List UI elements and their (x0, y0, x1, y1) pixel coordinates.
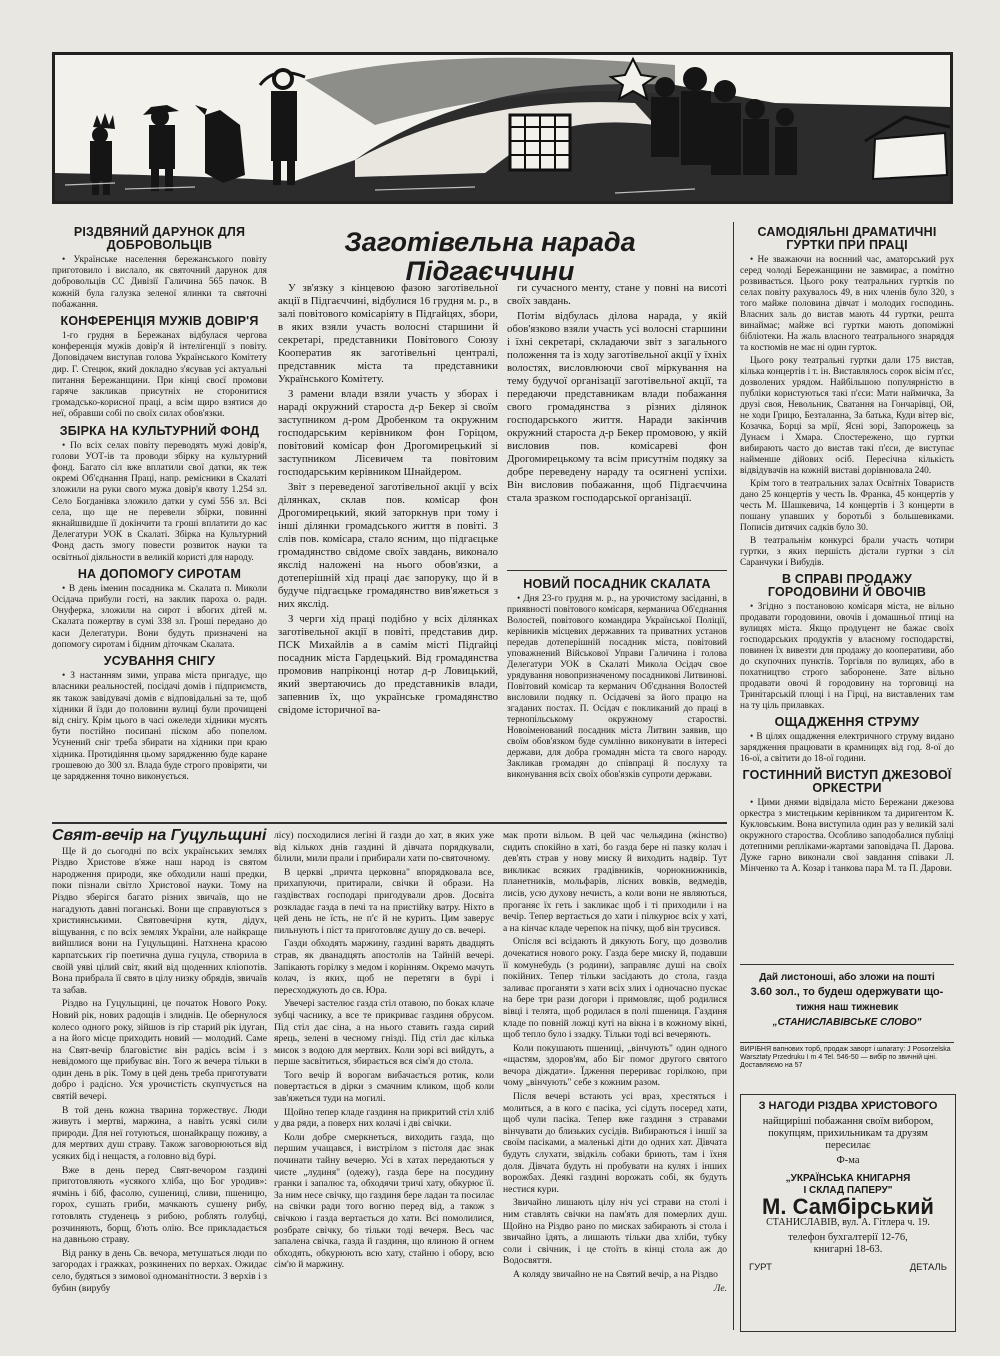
promo-line: Дай листоноші, або зложи на пошті (759, 972, 935, 983)
column-divider (733, 222, 734, 1330)
headline-vegetables-sale: В СПРАВІ ПРОДАЖУ ГОРОДОВИНИ Й ОВОЧІВ (767, 572, 927, 599)
headline-jazz-orchestra: ГОСТИННИЙ ВИСТУП ДЖЕЗОВОЇ ОРКЕСТРИ (742, 768, 952, 795)
paragraph: Газди обходять маржину, газдині варять двадцять страв, як дванадцять апостолів на Тайній вечері. Запікають горілку з медом і корінням. Окремо мачуть колач, із яких, щоб не перетяги в бурі і пересходжують до св. Юра. (274, 938, 494, 996)
author-signature: Ле. (713, 1282, 727, 1294)
ad-store-name: „УКРАЇНСЬКА КНИГАРНЯ (785, 1173, 911, 1184)
headline-snow-removal: УСУВАННЯ СНІГУ (103, 654, 216, 669)
ad-firm-label: Ф-ма (836, 1155, 860, 1166)
headline-christmas-gift: РІЗДВЯНИЙ ДАРУНОК ДЛЯ ДОБРОВОЛЬЦІВ (73, 225, 246, 252)
paragraph: лісу) посходилися легіні й газди до хат, в яких уже від кількох днів газдині й дівчата порядкували, білили, мили прали і прибирали хати по-святочному. (274, 830, 494, 865)
christmas-banner-illustration (52, 52, 953, 204)
paragraph: Опісля всі всідають й дякують Богу, що дозволив дочекатися нового року. Газда бере миску й, подавши її комунебудь (з родини), заправляє душі на своїх покійних. Тепер тільки засідають до стола, газда заливає проганяти з хати всіх злих і одночасно пускає на бере три рази догори і примовляє, щоб родилися вівці і телята, щоб родилася в полі пшениця. Газдиня кладе по повній ложці куті на вікна і в кожному вікні, щоб тепло було і ззадку. Тільки тоді всі вечеряють. (503, 936, 727, 1041)
headline-conference: КОНФЕРЕНЦІЯ МУЖІВ ДОВІР'Я (60, 314, 259, 329)
hutsul-article-title: Свят-вечір на Гуцульщині (52, 827, 267, 844)
classified-ad: ВИРІБНЯ вапнових торб, продаж заворт і шпагату: J Posorzelska Warsztaty Przedruku I m 4 Tel. 546-50 — вибір по звичній ціні. Доставляємо на 57 (740, 1046, 951, 1069)
ad-retail-label: ДЕТАЛЬ (909, 1262, 947, 1273)
headline-culture-fund: ЗБІРКА НА КУЛЬТУРНИЙ ФОНД (59, 423, 260, 438)
hutsul-article-column-3 (503, 830, 727, 1294)
paragraph: Увечері застелює газда стіл отавою, по боках клаче зубці часнику, а все те прикриває газдиня обрусом. Під стіл дає сіна, а на нього ставить газда сирий ярець, зелені в чесному гнізді. Під стіл дає кілька мисок з водою для мертвих. Коли зорі всі вийдуть, а перше засвітиться, збирається вся сім'я до стола. (274, 998, 494, 1068)
column-right-news (740, 222, 954, 877)
ad-heading: З НАГОДИ РІЗДВА ХРИСТОВОГО (758, 1100, 938, 1112)
ad-store-name-2: І СКЛАД ПАПЕРУ" (803, 1185, 893, 1196)
subscription-promo (740, 970, 954, 1030)
ad-greeting: найщиріші побажання своїм вибором, покупцям, прихильникам та друзям пересилає (762, 1116, 934, 1151)
paragraph: • В цілях ощадження електричного струму видано зарядження працювати в крамницях від год. 8-ої до 16-ої, а світити до 18-ої години. (740, 732, 954, 764)
paragraph: У зв'язку з кінцевою фазою заготівельної акції в Підгаєччині, відбулися 16 грудня м. р., в залі повітового комісаріяту в Підгайцях, збори, в яких взяли участь волосні старшини й секретарі, представники Повітового Союзу Кооператив як заготівельні централі, представник міста та представники Українського Комітету. (278, 282, 498, 385)
main-article-column-2 (507, 282, 727, 507)
headline-orphans: НА ДОПОМОГУ СИРОТАМ (77, 566, 242, 581)
paragraph: • Не зважаючи на воєнний час, аматорський рух серед чолоді Бережанщини не завмирає, а помітно розвивається. Цього року театральних гуртків по селах повіту рахувалось 49, в них членів було 320, з того майже половина дівчат і молодих господинь. Власних заль до вистав мають 44 гуртки, решта винаймає; майже всі гуртки мають допоміжні бібліотеки. На жаль власного театрального знаряддя та костюмів не має ні один гурток. (740, 255, 954, 353)
column-local-news (52, 222, 267, 785)
main-article-title: Заготівельна нарада Підгаєччини (344, 227, 636, 286)
paragraph: Коли покушають пшениці, „вінчують" один одного «щастям, здоров'ям, або Біг помог другого святого вечора діждати». Їдження перериває горілкою, при чому „вінчують" себе з кожним разом. (503, 1042, 727, 1089)
divider (507, 570, 727, 571)
paragraph: З рамени влади взяли участь у зборах і нараді окружний староста д-р Бекер зі своїм заступником д-ром Дробенком та окружним господарським керівником фон Горіцом, повітовий комісар фон Дрогомирецький зі заступником Лісевичем та повітовим господарським керівником Шнайдером. (278, 388, 498, 478)
paragraph: • Цими днями відвідала місто Бережани джезова оркестра з мистецьким керівником та диригентом К. Кукловським. Вона виступила один раз у великій залі окружного староства. Особливо заподобалися публіці дотепними репліками-жартами заповідача П. Дарова. Дуже гарно виконали свої завдання співаки Л. Мінченко та А. Козар і танкова пара М. та П. Дарови. (740, 798, 954, 874)
ad-phone-bookstore: книгарні 18-63. (813, 1244, 883, 1255)
promo-newspaper-name: „СТАНИСЛАВІВСЬКЕ СЛОВО" (772, 1017, 922, 1028)
paragraph: • Дня 23-го грудня м. р., на урочистому засіданні, в приявності повітового комісаря, керманича Об'єднання Волостей, повітового командира Української Поліції, керівників місцевих державних та приватних установ передав дотеперішній посадник міста, повітовий уповажнений Військової Управи Галичина і голова Делегатури УОК в Скалаті Микола Осідач свое урядування новопризначеному посадникові Литвинові. Повітовий комісар та керманич Об'єднання Волостей висловили подяку п. Осідачеві за його працю на згаданих постах. П. Осідач є покликаний до праці в тернопільському окружному старостві. Новоіменований посадник міста Литвин заявив, що своїм обов'язком буде сумлінно виконувати в інтересі держави, для добра громадян міста та свого народу. Закликав громадян до співпраці й послуху та виконування всіх своїх обов'язків супроти держави. (507, 594, 727, 780)
paragraph: А коляду звичайно не на Святий вечір, а на Різдво (513, 1268, 718, 1280)
main-article-column-1 (278, 282, 498, 719)
hutsul-article-column-2 (274, 830, 494, 1273)
divider (740, 1042, 954, 1043)
divider (740, 964, 954, 965)
paragraph: Крім того в театральних залах Освітніх Товариств дано 25 концертів у честь Ів. Франка, 45 концертів у честь М. Шашкевича, 14 концертів і 3 концерти в пошану упавших у боротьбі з большевиками. Пописів дитячих садків було 30. (740, 479, 954, 533)
ad-owner-name: М. Самбірський (762, 1194, 934, 1219)
paragraph: Того вечір й ворогам вибачається ротик, коли повертається в дірки з смачним кликом, щоб коли зав'яжеться туди на могилі. (274, 1069, 494, 1105)
ad-footer (741, 1262, 955, 1274)
paragraph: З черги хід праці подібно у всіх ділянках заготівельної акції в повіті, представив дир. ПСК Михайлів а в самім місті Підгайці посадник міста Гардецький. Від громадянства промовив напріконці нотар д-р Ловицький, який звертаючись до представників влади, запевнив їх, що українське громадянство свідоме історичної ва- (278, 613, 498, 716)
paragraph: Звіт з переведеної заготівельної акції у всіх ділянках, склав пов. комісар фон Дрогомирецький, який заторкнув при тому і інші ділянки громадського життя в повіті. З слів пов. комісара, стало ясним, що підгаєцьке громадянство свідоме своїх завдань, виконало якслід наложені на нього обов'язки, а дотеперішній хід праці дає запоруку, що й в будуче підгаєцьке громадянство вив'яжеться з них якслід. (278, 481, 498, 610)
headline-skalat-mayor: НОВИЙ ПОСАДНИК СКАЛАТА (523, 577, 711, 591)
article-skalat-mayor (507, 574, 727, 783)
paragraph: Цього року театральні гуртки дали 175 вистав, кілька концертів і т. ін. Виставлялось сорок вісім п'єс, дозволених урядом. Найбільшою популярністю в публіки користуються такі п'єси: Мати наймичка, За друзі своя, Невольник, Сватання на Гончарівці, Ой, не ходи Грицю, Безталанна, За батька, Куди вітер віє, Козачка, Борці за мрії, Ясні зорі, Запорожець за Дунаєм і Хмара. Спостережено, що гуртки вибирають часто до вистав такі п'єси, де виступає найменше дійових осіб. Пересічна кількість відвідувачів на кожній виставі дорівнювала 240. (740, 356, 954, 476)
paragraph: • З настанням зими, управа міста пригадує, що власники реальностей, посідачі домів і підприємств, як також завідувачі домів є відповідальні за те, щоб хідники й їзди до половини вулиці були прочищені від снігу. Крім цього в часі ожеледи хідники мусять бути постійно посипані піском або попелом. Усунений сніг треба збирати на хідники при краю хідника. Протидіяння цьому зарядженню буде каране грошевою до 300 зл. Влада буде строго провіряти, чи це зарядження точно виконується. (52, 671, 267, 782)
divider (52, 822, 727, 824)
paragraph: Коли добре смеркнеться, виходить газда, що першим учащався, і вистрілом з пістоля дає знак починати тайну вечерю. Усі в хатах передаються у чисте „лудиня" (одежу), газда бере на посудину гранки і запалює та, обходячи тричі хату, обкурює її. За ним несе свічку, що газдиня бере ладан та посилає на свічки ради того вогню перед від, а також з свічкою і газда вертається до хати. Всі помолилися, розбрате свічку, бо тільки тоді вечеря. Весь час запалена свічка, газда й газдиня, що ялиною й огнем обходять, обкурюють всю хату, стайню і обору, всю сім'ю й маржину. (274, 1131, 494, 1271)
paragraph: В церкві „причта церковна" впорядковала все, прихапуючи, притирали, свічки й образи. На газдівствах господарі пригодували дров. Досвіта розкладає газда в печі та на пристійку ватру. Ніхто в цей день не їсть, не п'є й не курить. Цим заверує пильнують і піст та приготовляє душу до св. вечері. (274, 866, 494, 936)
bookstore-advertisement (740, 1094, 956, 1332)
paragraph: ги сучасного менту, стане у повні на висоті своїх завдань. (507, 282, 727, 307)
paragraph: Після вечері встають усі враз, хрестяться і молиться, а в кого є пасіка, усі сідуть посеред хати, щоб чули пасіка. Тепер вже газдиня з стравами вінчувати до близьких сусідів. Вибираються і іншії за своїм пасіками, а маленькі діти до одних хат. Дівчата будуть слухати, звідкіль собаки бриють, там і їхня доля. Дівчата будуть ні пробувати на кулях і інших ворожбах. Деякі газдині ворожать собі, як будуть нестися кури. (503, 1091, 727, 1195)
paragraph: 1-го грудня в Бережанах відбулася чергова конференція мужів довір'я й інтелігенції з повіту. Доповідачем виступав голова Українського Комітету дир. Г. Стецюк, який докладно з'ясував усі актуальні питання Бережанщини. При кінці своєї промови гаряче закликав присутніх не сторонитися громадсько-корисної праці, а всім щиро взятися до неї, обравши собі по своїх силах обов'язки. (52, 331, 267, 420)
paragraph: • По всіх селах повіту переводять мужі довір'я, голови УОТ-ів та проводи збірку на культурний фонд. Багато сіл вже вплатили свої датки, як теж окремі Об'єднання Праці, напр. ремісники в Скалаті зложили на руки свого мужа довір'я квоту 1.254 зл. Село Богданівка зложило датки у сумі 556 зл. Всі села, що ще не перевели збірки, повинні якнайшвидше її докінчити та гроші вплатити до кас Делегатури УОК в Скалаті. Збірка на Культурний Фонд дасть змогу повести розвиток науки та освітньої діяльности в великій користі для народу. (52, 440, 267, 563)
ad-wholesale-label: ГУРТ (749, 1262, 772, 1273)
ad-address: СТАНИСЛАВІВ, вул. А. Гітлера ч. 19. (766, 1217, 930, 1228)
paragraph: Різдво на Гуцульщині, це початок Нового Року. Новий рік, нових радощів і злиднів. Це обернулося колесо одного року, зійшов із гір старий рік ідуган, а на його місце приходить новий — молодий. Саме на Свят-вечір благовістиє він радісь всім і з невідомого ще прибуває він. Того ж вечера тільки в один день в рік. Тому в цей день треба приготувати добро і радісно. Уся урочистість скупчується на святій вечері. (52, 998, 267, 1103)
paragraph: Звичайно лишають цілу ніч усі страви на столі і ним ставлять свічки на пам'ять для померлих душ. Щойно на Різдво рано по мисках забирають зі стола і звичайно їдять, а лишають тільки два хліби, тубку соли і свічник, і це стоїть в кінці стола аж до Водосвяття. (503, 1197, 727, 1267)
paragraph: Від ранку в день Св. вечора, метушаться люди по загородах і гражках, розкинених по верхах. Ожидає село, будяться з зимової одноманітности. З верхів і з бубин (вирубу (52, 1247, 267, 1294)
promo-line: тижня наш тижневик (795, 1002, 899, 1013)
carolers-village-woodcut (55, 55, 950, 201)
ad-phone-accounting: телефон бухгалтерії 12-76, (788, 1232, 908, 1243)
paragraph: • В день іменин посадника м. Скалата п. Миколи Осідача прибули гості, на заклик пароха о. радн. Онуферка, зложили на сирот і вбогих дітей м. Скалата пожертву в сумі 338 зл. Гроші передано до каси Делегатури. Вони будуть призначені на допомогу сиротам і бідним діточкам Скалата. (52, 583, 267, 650)
paragraph: Ще й до сьогодні по всіх українських землях Різдво Христове в'яже наш народ із святом народження природи, яке обходили наші предки, поки пізнали світло Христової науки. Тому на Різдво зберігся багато різних звичаїв, що не нагадують давні поганські. Вони ще справуються з християнськими. Святовечірня кутя, дідух, віщування, є по всіх землях України, але найкраще вийшлися вони на Гуцульщині. Натхнена красою карпатських гір поетична душа гуцула, створила в своїй уяві цілий світ, який від щоденних кліопотів. Вона прибрала її свято в цілу низку обрядів, звичаїв та забав. (52, 845, 267, 996)
paragraph: В театральнім конкурсі брали участь чотири гуртки, з яких першість дістали гуртки з сіл Саранчуки і Вибудів. (740, 536, 954, 568)
headline-power-saving: ОЩАДЖЕННЯ СТРУМУ (774, 715, 920, 729)
paragraph: Потім відбулась ділова нарада, у якій обов'язково взяли участь усі волосні старшини і їхні секретарі, складаючи звіт з загального положення та із ходу заготівельної акції у їхніх волостях, висловлюючи свої міркування на тему будучої організації заготівельної акції, та передаючи представникам влади побажання свого громадянства з різних ділянок господарського життя. Наради закінчив окружний староста д-р Бекер промовою, у якій висловив пов. комісареві фон Дрогомирецькому та всім присутнім подяку за добре переведену нараду та осягнені успіхи. Він висловив побажання, щоб Підгаєччина стала зразком господарської організації. (507, 310, 727, 504)
paragraph: Щойно тепер кладе газдиня на прикритий стіл хліб у два ряди, а поверх них колачі і дві свічки. (274, 1106, 494, 1130)
hutsul-article-column-1 (52, 827, 267, 1296)
paragraph: • Згідно з постановою комісаря міста, не вільно продавати городовини, овочів і домашньої птиці на вулицях міста. Якщо продуцент не бажає своїх господарських продуктів у власному господарстві, повинен їх вивезти для продажу до кооперативи, або до скупочних пунктів. Торгівля по вулицях, або в похатництво строго заборонене. Зате вільно продавати овочі й городовину на торговиці на Тринітарській площі і на Гірці, на виставлених там на ту ціль прилавках. (740, 602, 954, 711)
paragraph: В той день кожна тварина торжествує. Люди живуть і мертві, маржина, а навіть усякі сили природи. Для неї готуються, шонайкращу поживу, а для мертвих душ страву. Також заговорюються від усяких бід і нещастя, а головно від бурі. (52, 1104, 267, 1163)
paragraph: • Українське населення бережанського повіту приготовило і вислало, як святочний дарунок для добровольців СС Дивізії Галичина 565 пачок. В кожній була галузка зеленої ялинки та святочні побажання. (52, 255, 267, 310)
headline-drama-groups: САМОДІЯЛЬНІ ДРАМАТИЧНІ ГУРТКИ ПРИ ПРАЦІ (757, 225, 937, 252)
promo-line: 3.60 зол., то будеш одержувати що- (750, 986, 944, 998)
paragraph: мак проти вільом. В цей час чельядина (жінство) сидить спокійно в хаті, бо газда бере ні пазку колач і дев'ять страв у нову миску й виходить надвір. Тут викликає всяких градівників, чорнокнижників, планетників, мольфарів, лісних вовків, ведмедів, лисів, усю духову нечисть, а коли вони не являються, проганяє їх геть і закликає щоб і ті приходили і на вечір. Тепер вертається до хати і пілкурює всіх у хаті, а на кінчає кладе черепок на пічку, щоб він трусився. (503, 830, 727, 934)
paragraph: Вже в день перед Свят-вечором газдині приготовляють «усякого хліба, що Бог уродив»: ячмінь і біб, фасолю, сушениці, сливи, пшеницю, горох, сушать гриби, мачкають сушену рибу, готовлять студенець з рибою, роблять голубці, розчиняють, борщ, б'ють олію. Все прикладається на давньою страву. (52, 1164, 267, 1246)
